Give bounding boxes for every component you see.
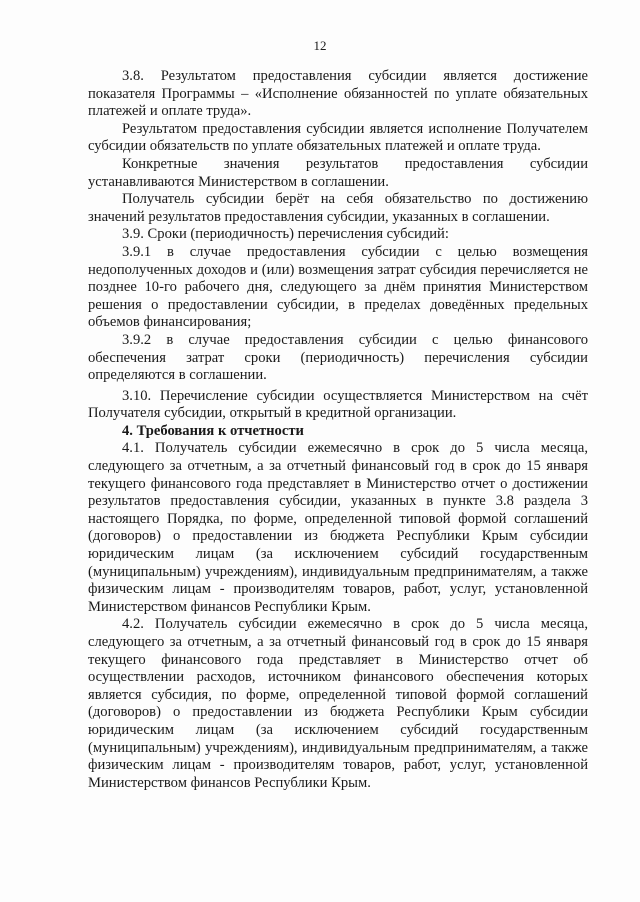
- document-body: [88, 68, 588, 792]
- paragraph-3-9-1: 3.9.1 в случае предоставления субсидии с целью возмещения недополученных доходов и (или) возмещения затрат субсидия перечисляется не позднее 10-го рабочего дня, следующего за днём принятия Министерством решения о предоставлении субсидии, в пределах доведённых предельных объемов финансирования;: [88, 243, 588, 331]
- paragraph-3-8: 3.8. Результатом предоставления субсидии является достижение показателя Программы – «Исполнение обязанностей по уплате обязательных платежей и оплате труда».: [88, 68, 588, 120]
- paragraph-3-8-result: Результатом предоставления субсидии является исполнение Получателем субсидии обязательств по уплате обязательных платежей и оплате труда.: [88, 120, 588, 155]
- paragraph-4-2: 4.2. Получатель субсидии ежемесячно в срок до 5 числа месяца, следующего за отчетным, а за отчетный финансовый год в срок до 15 января текущего финансового года представляет в Министерство отчет об осуществлении расходов, источником финансового обеспечения которых является субсидия, по форме, определенной типовой формой соглашений (договоров) о предоставлении из бюджета Республики Крым субсидии юридическим лицам (за исключением субсидий государственным (муниципальным) учреждениям), индивидуальным предпринимателям, а также физическим лицам - производителям товаров, работ, услуг, установленной Министерством финансов Республики Крым.: [88, 616, 588, 791]
- paragraph-4-1: 4.1. Получатель субсидии ежемесячно в срок до 5 числа месяца, следующего за отчетным, а за отчетный финансовый год в срок до 15 января текущего финансового года представляет в Министерство отчет о достижении результатов предоставления субсидии, указанных в пункте 3.8 раздела 3 настоящего Порядка, по форме, определенной типовой формой соглашений (договоров) о предоставлении из бюджета Республики Крым субсидии юридическим лицам (за исключением субсидий государственным (муниципальным) учреждениям), индивидуальным предпринимателям, а также физическим лицам - производителям товаров, работ, услуг, установленной Министерством финансов Республики Крым.: [88, 440, 588, 615]
- paragraph-3-10: 3.10. Перечисление субсидии осуществляется Министерством на счёт Получателя субсидии, открытый в кредитной организации.: [88, 387, 588, 422]
- paragraph-3-9: 3.9. Сроки (периодичность) перечисления субсидий:: [122, 226, 449, 243]
- page-number: 12: [313, 38, 327, 53]
- paragraph-3-8-values: Конкретные значения результатов предоставления субсидии устанавливаются Министерством в соглашении.: [88, 155, 588, 190]
- paragraph-3-8-obligation: Получатель субсидии берёт на себя обязательство по достижению значений результатов предоставления субсидии, указанных в соглашении.: [88, 191, 588, 225]
- section-heading: 4. Требования к отчетности: [122, 422, 304, 439]
- paragraph-3-9-2: 3.9.2 в случае предоставления субсидии с целью финансового обеспечения затрат сроки (периодичность) перечисления субсидии определяются в соглашении.: [88, 331, 588, 384]
